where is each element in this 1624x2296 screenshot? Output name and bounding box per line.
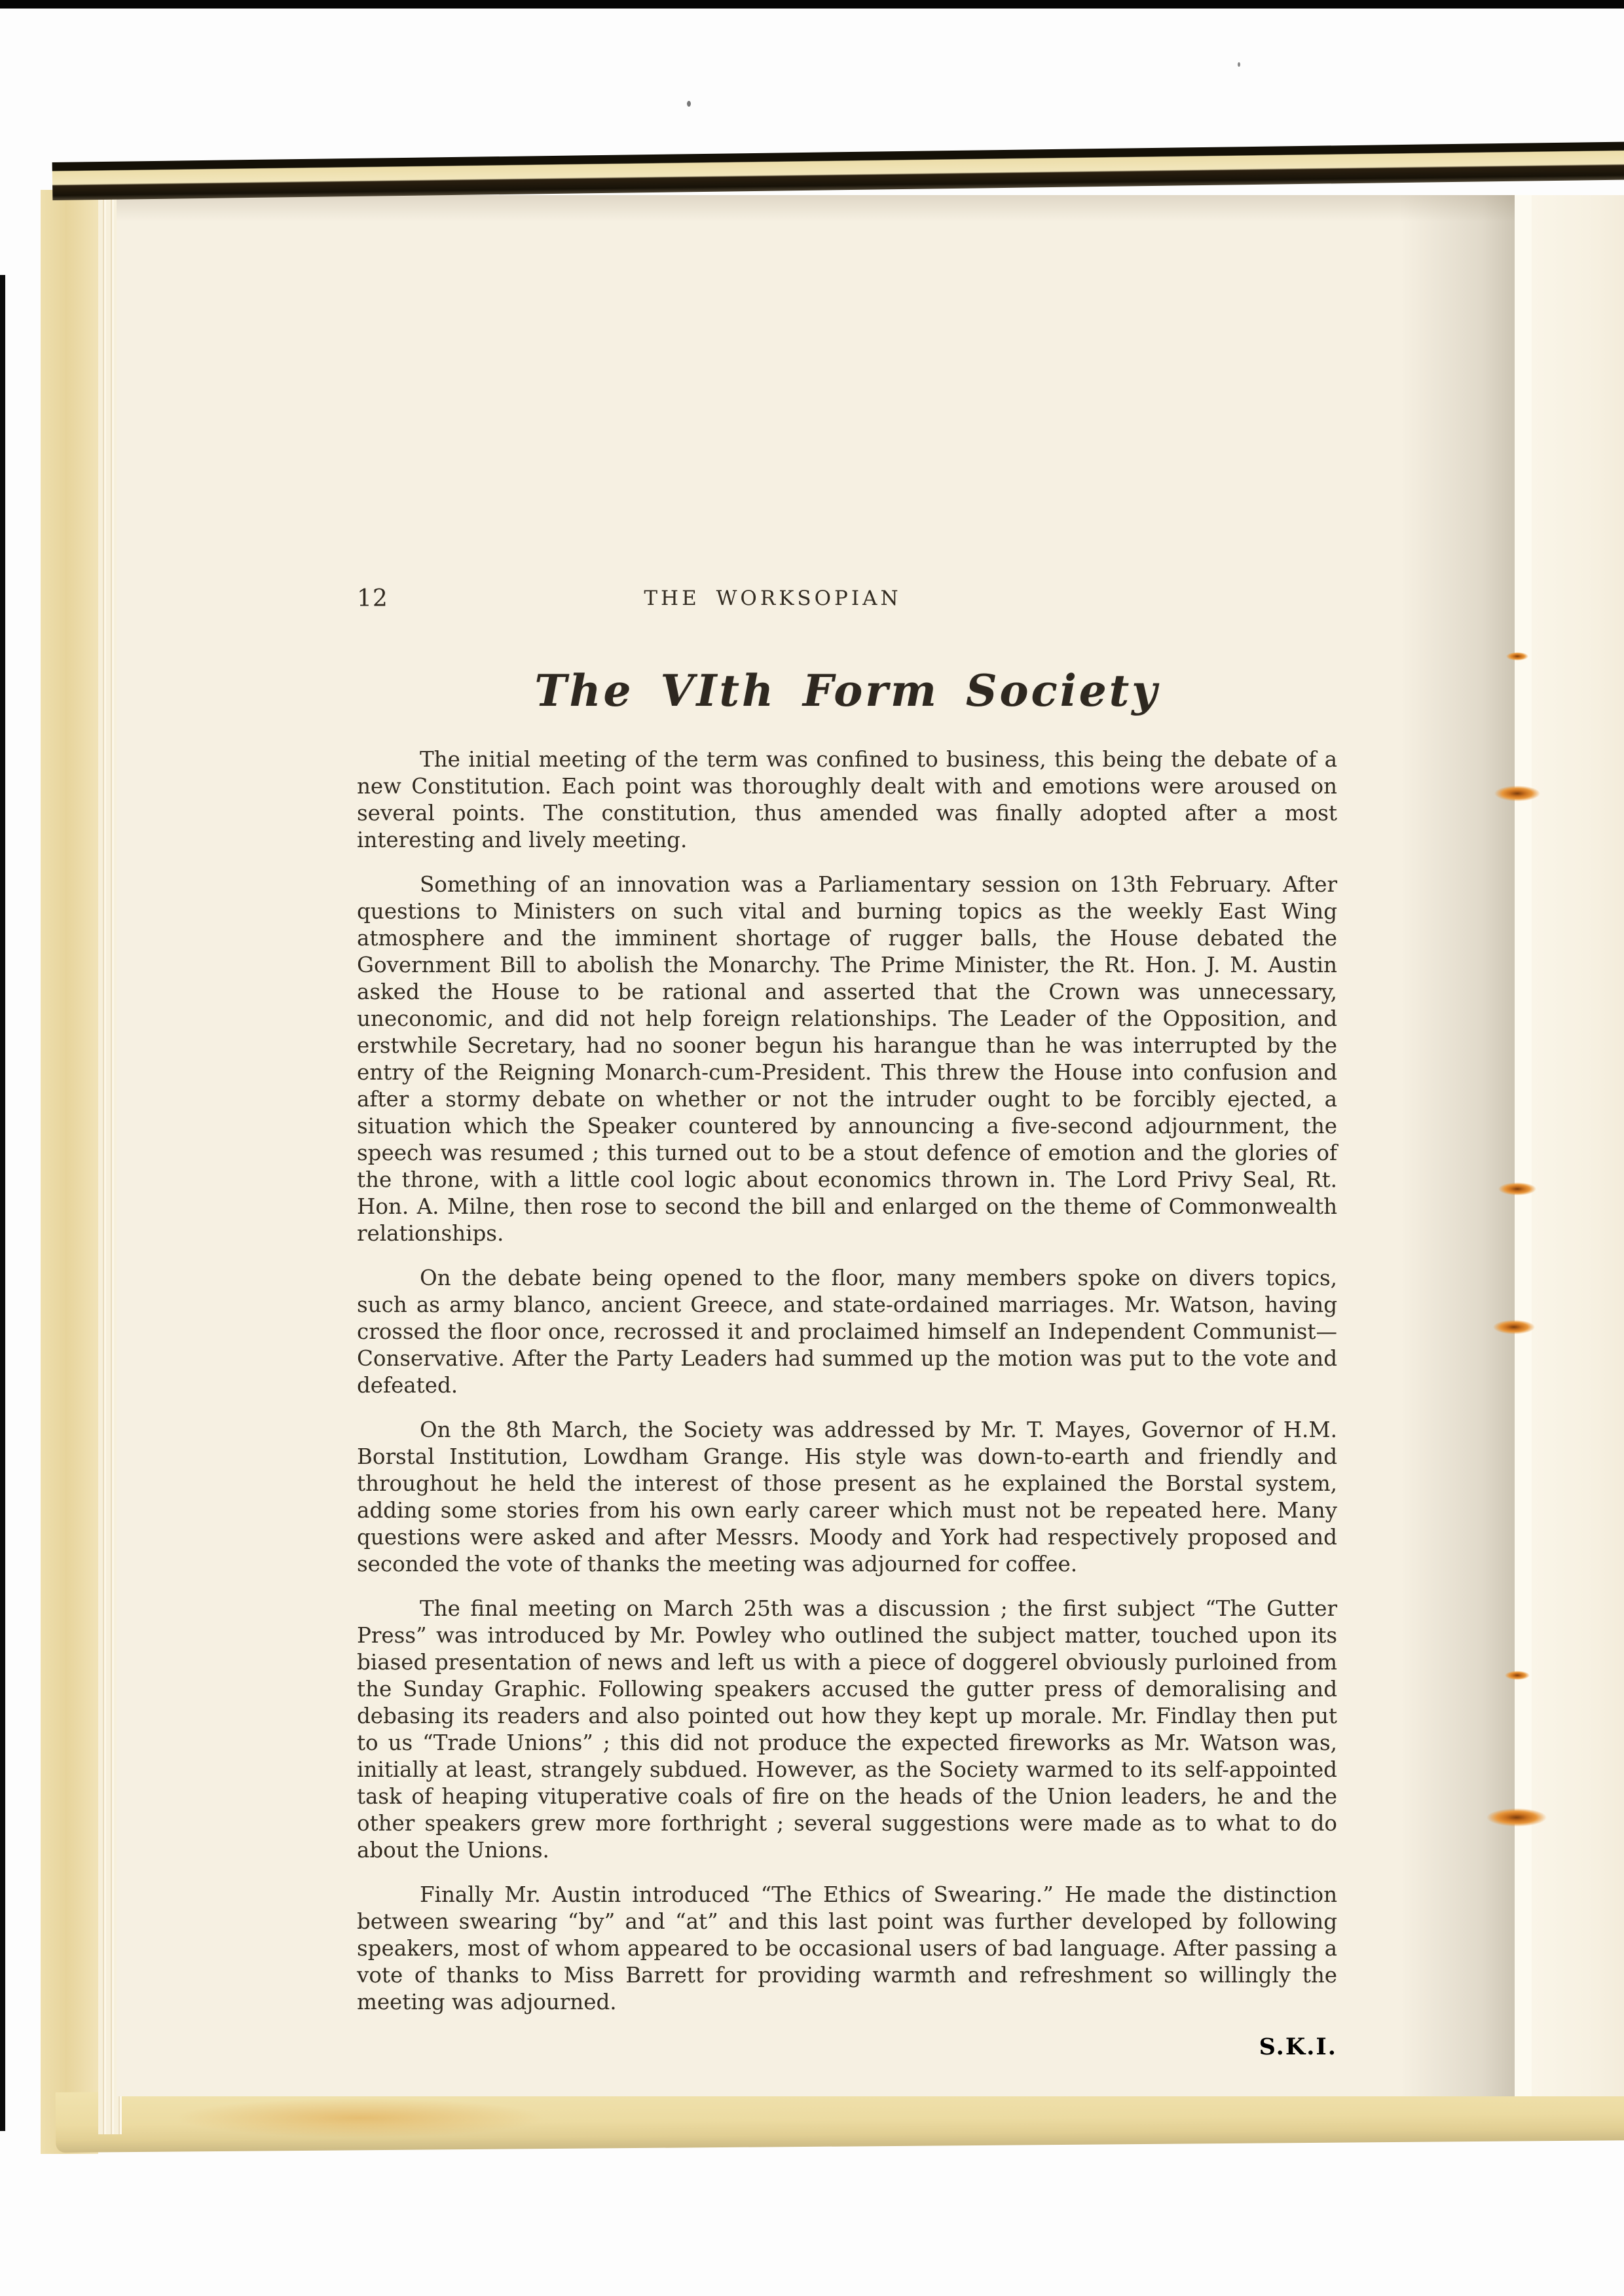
scanner-left-bar — [0, 275, 5, 2131]
paragraph: On the debate being opened to the floor, many members spoke on divers topics, such as army blanco, ancient Greece, and state-ordained marriages. Mr. Watson, having crossed the floor once, recrossed it and proclaimed himself an Independent Communist—Conservative. After the Party Leaders had summed up the motion was put to the vote and defeated. — [357, 1266, 1337, 1398]
book-top-edge — [52, 141, 1624, 200]
article-title: The VIth Form Society — [534, 665, 1160, 716]
bottom-edge-stain — [177, 2098, 544, 2138]
curled-page-right — [1532, 195, 1624, 2096]
magazine-page — [117, 195, 1624, 2096]
scanner-top-bar — [0, 0, 1624, 9]
paragraph: On the 8th March, the Society was addressed by Mr. T. Mayes, Governor of H.M. Borstal Institution, Lowdham Grange. His style was down-to-earth and friendly and throughout he held the interest of those present as he explained the Borstal system, adding some stories from his own early career which must not be repeated here. Many questions were asked and after Messrs. Moody and York had respectively proposed and seconded the vote of thanks the meeting was adjourned for coffee. — [357, 1417, 1337, 1576]
running-header: THE WORKSOPIAN — [644, 587, 902, 610]
paragraph: The initial meeting of the term was confined to business, this being the debate of a new Constitution. Each point was thoroughly dealt with and emotions were aroused on several points. The constitution, thus amended was finally adopted after a most interesting and lively meeting. — [357, 747, 1337, 852]
author-initials: S.K.I. — [1259, 2033, 1337, 2060]
foxing-spot — [1506, 652, 1528, 661]
foxing-spot — [1498, 1182, 1536, 1195]
paragraph: The final meeting on March 25th was a discussion ; the first subject “The Gutter Press” was introduced by Mr. Powley who outlined the subject matter, touched upon its biased presentation of news and left us with a piece of doggerel obviously purloined from the Sunday Graphic. Following speakers accused the gutter press of demoralising and debasing its readers and also pointed out how they kept up morale. Mr. Findlay then put to us “Trade Unions” ; this did not produce the expected fireworks as Mr. Watson was, initially at least, strangely subdued. However, as the Society warmed to its self-appointed task of heaping vituperative coals of fire on the heads of the Union leaders, he and the other speakers grew more forthright ; several suggestions were made as to what to do about the Unions. — [357, 1596, 1337, 1863]
foxing-spot — [1486, 1808, 1547, 1827]
book-cover-left-edge — [41, 190, 98, 2154]
page-number: 12 — [357, 585, 388, 612]
page-header — [357, 580, 1337, 619]
article-body — [357, 746, 1337, 2060]
paragraph: Finally Mr. Austin introduced “The Ethics of Swearing.” He made the distinction between swearing “by” and “at” and this last point was further developed by following speakers, most of whom appeared to be occasional users of bad language. After passing a vote of thanks to Miss Barrett for providing warmth and refreshment so willingly the meeting was adjourned. — [357, 1882, 1337, 2014]
paragraph: Something of an innovation was a Parliamentary session on 13th February. After questions to Ministers on such vital and burning topics as the weekly East Wing atmosphere and the imminent shortage of rugger balls, the House debated the Government Bill to abolish the Monarchy. The Prime Minister, the Rt. Hon. J. M. Austin asked the House to be rational and asserted that the Crown was unnecessary, uneconomic, and did not help foreign relationships. The Leader of the Opposition, and erstwhile Secretary, had no sooner begun his harangue than he was interrupted by the entry of the Reigning Monarch-cum-President. This threw the House into confusion and after a stormy debate on whether or not the intruder ought to be forcibly ejected, a situation which the Speaker countered by announcing a five-second adjournment, the speech was resumed ; this turned out to be a stout defence of emotion and the glories of the throne, with a little cool logic about economics thrown in. The Lord Privy Seal, Rt. Hon. A. Milne, then rose to second the bill and enlarged on the theme of Commonwealth relationships. — [357, 872, 1337, 1246]
foxing-spot — [1505, 1671, 1530, 1680]
page-top-shadow — [117, 195, 1624, 221]
foxing-spot — [1494, 786, 1540, 801]
foxing-spot — [1493, 1320, 1535, 1334]
